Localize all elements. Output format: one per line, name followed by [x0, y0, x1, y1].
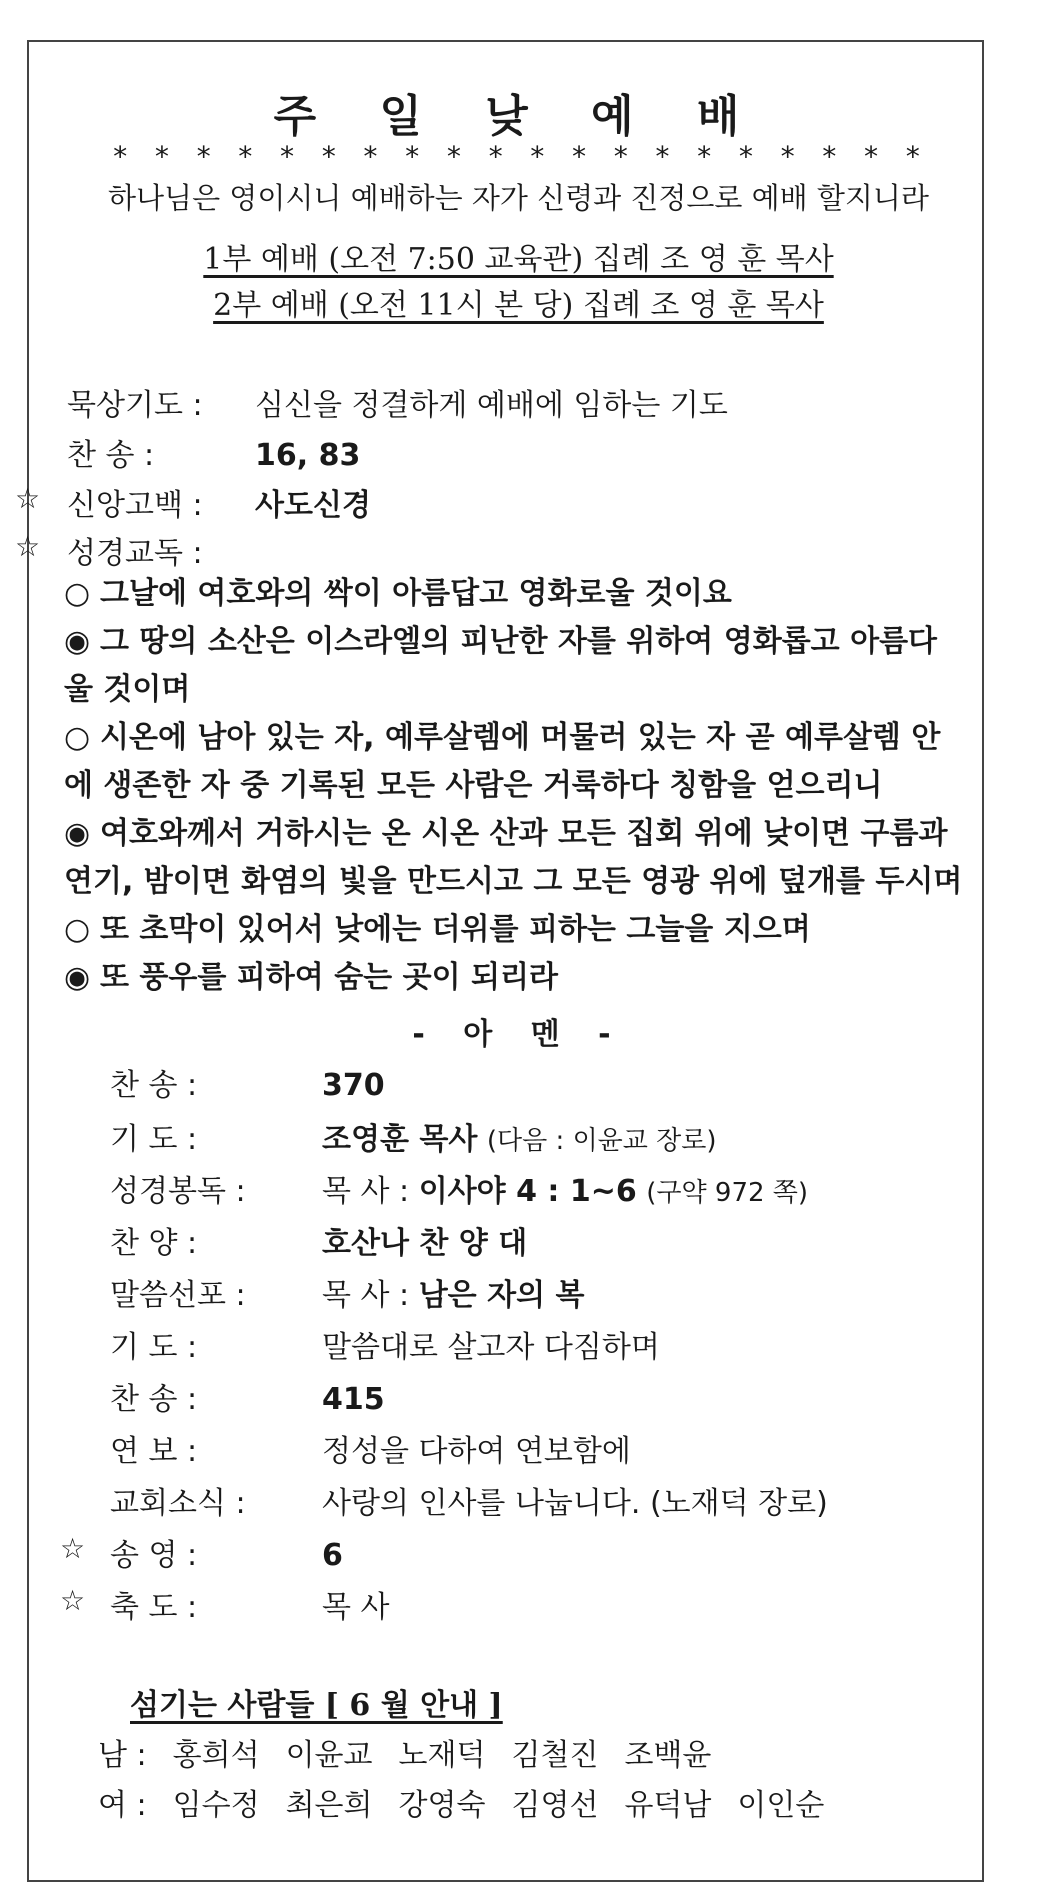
servers-heading: 섬기는 사람들 [ 6 월 안내 ] — [130, 1688, 503, 1723]
servers-women: 여 : 임수정 최은희 강영숙 김영선 유덕남 이인순 — [98, 1788, 825, 1823]
amen: - 아 멘 - — [412, 1017, 625, 1052]
service-1: 1부 예배 (오전 7:50 교육관) 집례 조 영 훈 목사 — [203, 242, 834, 277]
open-circle-icon: ○ — [64, 912, 91, 947]
star-divider: * * * * * * * * * * * * * * * * * * * * — [111, 140, 926, 173]
filled-circle-icon: ◉ — [64, 816, 91, 851]
servers-men: 남 : 홍희석 이윤교 노재덕 김철진 조백윤 — [98, 1738, 712, 1773]
order-item: ☆ 송 영 : 6 — [60, 1532, 343, 1573]
responsive-reading — [64, 570, 964, 1002]
service-2: 2부 예배 (오전 11시 본 당) 집례 조 영 훈 목사 — [213, 288, 824, 323]
open-circle-icon: ○ — [64, 576, 91, 611]
order-item: ☆ 축 도 : 목 사 — [60, 1584, 390, 1625]
reading-line: ◉ 여호와께서 거하시는 온 시온 산과 모든 집회 위에 낮이면 구름과 연기, 밤이면 화염의 빛을 만드시고 그 모든 영광 위에 덮개를 두시며 — [64, 810, 964, 906]
creed-value: 사도신경 — [255, 488, 371, 523]
order-item: 찬 송 : 415 — [110, 1382, 385, 1417]
order-item: 연 보 : 정성을 다하여 연보함에 — [110, 1434, 631, 1469]
order-item: 교회소식 : 사랑의 인사를 나눕니다. (노재덕 장로) — [110, 1486, 828, 1521]
hymn-label: 찬 송 : — [67, 438, 155, 473]
reading-line: ◉ 그 땅의 소산은 이스라엘의 피난한 자를 위하여 영화롭고 아름다울 것이며 — [64, 618, 964, 714]
creed-label: 신앙고백 : — [67, 488, 203, 523]
star-icon: ☆ — [15, 530, 41, 563]
reading-line: ◉ 또 풍우를 피하여 숨는 곳이 되리라 — [64, 954, 964, 1002]
motto: 하나님은 영이시니 예배하는 자가 신령과 진정으로 예배 할지니라 — [108, 181, 929, 215]
creed-row — [15, 480, 371, 524]
hymn-value: 16, 83 — [255, 438, 361, 473]
reading-line: ○ 시온에 남아 있는 자, 예루살렘에 머물러 있는 자 곧 예루살렘 안에 생존한 자 중 기록된 모든 사람은 거룩하다 칭함을 얻으리니 — [64, 714, 964, 810]
silent-prayer-label: 묵상기도 : — [67, 388, 203, 423]
reading-row — [15, 528, 255, 572]
order-item: 기 도 : 조영훈 목사 (다음 : 이윤교 장로) — [110, 1122, 717, 1157]
silent-prayer-row — [67, 380, 728, 424]
order-item: 말씀선포 : 목 사 : 남은 자의 복 — [110, 1278, 585, 1313]
filled-circle-icon: ◉ — [64, 960, 91, 995]
order-item: 찬 송 : 370 — [110, 1068, 385, 1103]
order-item: 성경봉독 : 목 사 : 이사야 4 : 1~6 (구약 972 쪽) — [110, 1174, 809, 1209]
reading-line: ○ 그날에 여호와의 싹이 아름답고 영화로울 것이요 — [64, 570, 964, 618]
hymn-row — [67, 430, 360, 474]
reading-label: 성경교독 : — [67, 536, 203, 571]
page-title: 주 일 낮 예 배 — [273, 91, 764, 142]
silent-prayer-value: 심신을 정결하게 예배에 임하는 기도 — [255, 388, 728, 423]
star-icon: ☆ — [60, 1532, 86, 1565]
filled-circle-icon: ◉ — [64, 624, 91, 659]
reading-line: ○ 또 초막이 있어서 낮에는 더위를 피하는 그늘을 지으며 — [64, 906, 964, 954]
open-circle-icon: ○ — [64, 720, 91, 755]
star-icon: ☆ — [60, 1584, 86, 1617]
order-item: 기 도 : 말씀대로 살고자 다짐하며 — [110, 1330, 660, 1365]
star-icon: ☆ — [15, 482, 41, 515]
order-item: 찬 양 : 호산나 찬 양 대 — [110, 1226, 528, 1261]
